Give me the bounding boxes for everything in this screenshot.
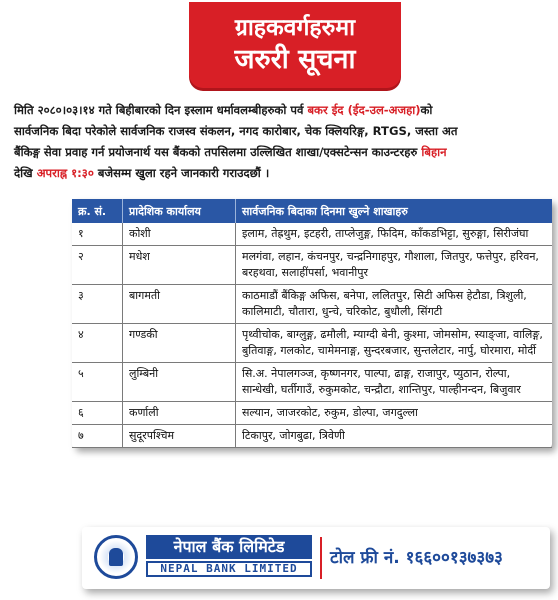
footer-bank-card [82, 527, 550, 589]
cell-sn: ५ [72, 363, 123, 402]
bank-name-english: NEPAL BANK LIMITED [146, 561, 312, 577]
cell-office: लुम्बिनी [123, 363, 236, 402]
notice-text [14, 100, 558, 184]
column-header-office: प्रादेशिक कार्यालय [123, 199, 236, 223]
table-row [72, 402, 552, 425]
cell-office: मधेश [123, 246, 236, 285]
cell-sn: १ [72, 223, 123, 246]
table-row [72, 324, 552, 363]
festival-name: बकर ईद (ईद-उल-अजहा) [307, 103, 421, 117]
cell-branches: पृथ्वीचोक, बाग्लुङ्ग, ढमौली, म्याग्दी बेनी, कुश्मा, जोमसोम, स्याङ्जा, वालिङ्ग, बुतिवाङ्ग, गलकोट, चामेमनाङ्ग, सुन्दरबजार, सुन्तलेटार, नार्पु, घोरमारा, मोर्दी [236, 324, 553, 363]
branches-table [72, 199, 552, 448]
footer-divider [320, 537, 322, 579]
cell-sn: २ [72, 246, 123, 285]
cell-branches: टिकापुर, जोगबुढा, त्रिवेणी [236, 425, 553, 448]
cell-office: सुदूरपश्चिम [123, 425, 236, 448]
cell-sn: ३ [72, 285, 123, 324]
cell-branches: मलगंवा, लहान, कंचनपुर, चन्द्रनिगाहपुर, गौशाला, जितपुर, फत्तेपुर, हरिवन, बरहथवा, सलाहींपर्सा, भवानीपुर [236, 246, 553, 285]
cell-sn: ६ [72, 402, 123, 425]
cell-branches: सल्यान, जाजरकोट, रुकुम, डोल्पा, जगदुल्ला [236, 402, 553, 425]
table-header-row [72, 199, 552, 223]
cell-sn: ४ [72, 324, 123, 363]
cell-office: कर्णाली [123, 402, 236, 425]
bank-name-nepali: नेपाल बैंक लिमिटेड [146, 535, 312, 559]
column-header-branches: सार्वजनिक बिदाका दिनमा खुल्ने शाखाहरु [242, 204, 408, 218]
cell-office: गण्डकी [123, 324, 236, 363]
cell-branches: काठमाडौं बैंकिङ्ग अफिस, बनेपा, ललितपुर, सिटी अफिस हेटौडा, त्रिशुली, कालिमाटी, चौतारा, धुन्चे, चरिकोट, बुधौली, सिंगटी [236, 285, 553, 324]
column-header-sn: क्र. सं. [72, 199, 123, 223]
notice-line-2: सार्वजनिक बिदा परेकोले सार्वजनिक राजस्व संकलन, नगद कारोबार, चेक क्लियरिङ्ग, RTGS, जस्ता अत [14, 124, 458, 138]
notice-line-3: बैंकिङ्ग सेवा प्रवाह गर्न प्रयोजनार्थ यस बैंकको तपसिलमा उल्लिखित शाखा/एक्सटेन्सन काउन्टरहरु बिहान [14, 145, 447, 159]
table-row [72, 285, 552, 324]
notice-line-4: देखि अपराह्न १:३० बजेसम्म खुला रहने जानकारी गराउदछौं । [14, 166, 270, 180]
table-row [72, 223, 552, 246]
cell-office: कोशी [123, 223, 236, 246]
cell-branches: इलाम, तेह्रथुम, इटहरी, ताप्लेजुङ्ग, फिदिम, काँकडभिट्टा, सुरुङ्गा, सिरीजंघा [236, 223, 553, 246]
toll-free-number: टोल फ्री नं. १६६००१३७३७३ [330, 548, 503, 568]
cell-office: बागमती [123, 285, 236, 324]
banner-line1: ग्राहकवर्गहरुमा [234, 15, 356, 41]
nepal-bank-emblem-icon [94, 535, 138, 579]
table-row [72, 425, 552, 448]
table-row [72, 363, 552, 402]
closing-time: अपराह्न १:३० [36, 166, 94, 180]
notice-line-1: मिति २०८०।०३।१४ गते बिहीबारको दिन इस्लाम धर्मावलम्बीहरुको पर्व बकर ईद (ईद-उल-अजहा)को [14, 103, 433, 117]
cell-branches: सि.अ. नेपालगञ्ज, कृष्णनगर, पाल्पा, ढाङ्ग, राजापुर, प्युठान, रोल्पा, सान्धेखी, घर्तीगाउँ, रुकुमकोट, चन्द्रौटा, शान्तिपुर, पाल्हीनन्दन, बिजुवार [236, 363, 553, 402]
table-row [72, 246, 552, 285]
notice-banner [189, 2, 401, 88]
banner-line2: जरुरी सूचना [234, 44, 356, 75]
cell-sn: ७ [72, 425, 123, 448]
